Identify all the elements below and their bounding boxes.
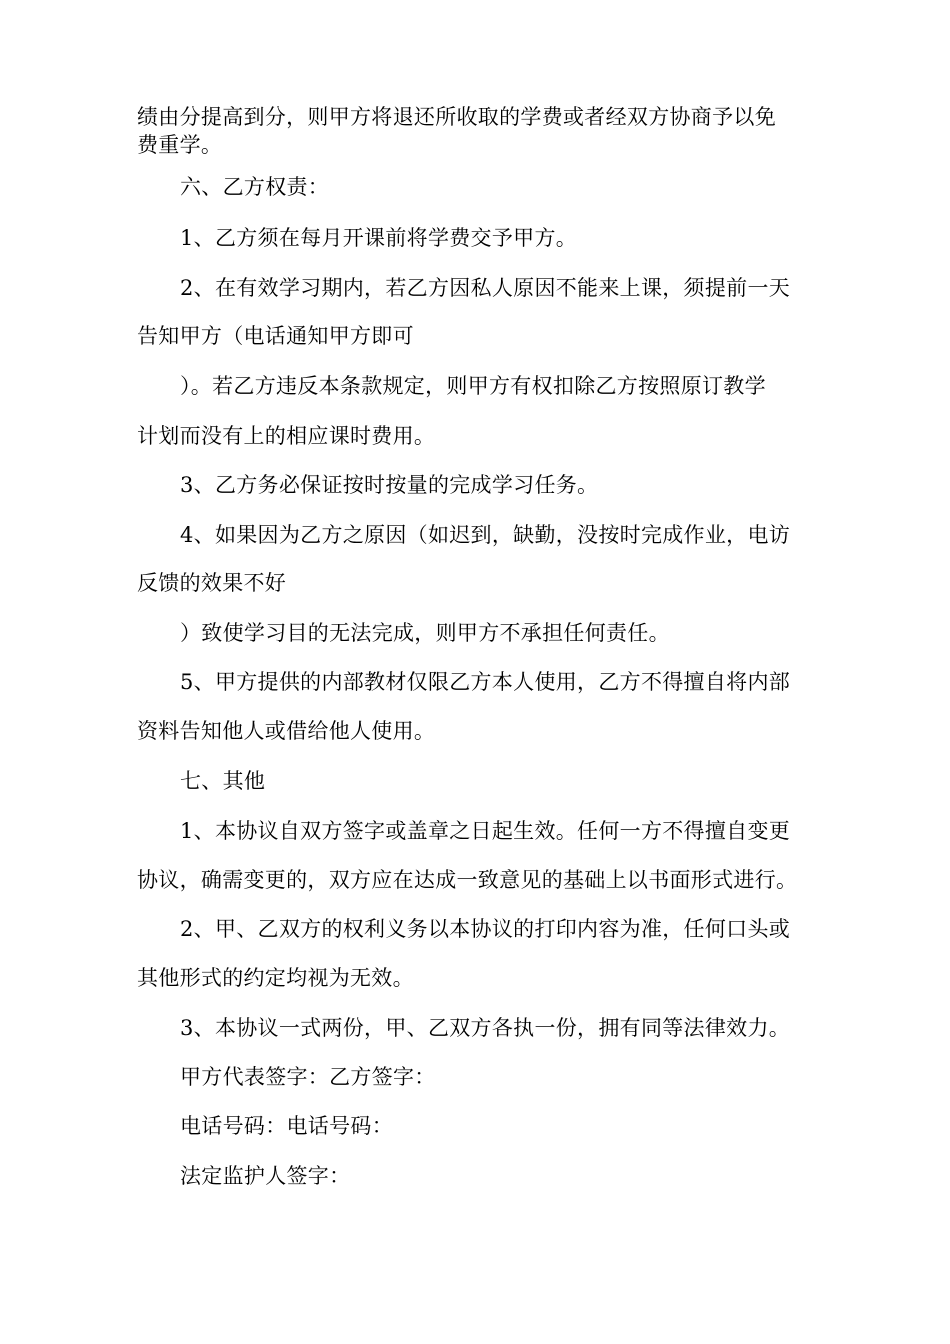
clause-7-1: 1、本协议自双方签字或盖章之日起生效。任何一方不得擅自变更 [180, 819, 791, 843]
clause-6-1: 1、乙方须在每月开课前将学费交予甲方。 [180, 226, 578, 250]
phone-number-line: 电话号码：电话号码： [180, 1114, 393, 1138]
signature-line-parties: 甲方代表签字：乙方签字： [180, 1065, 436, 1089]
clause-6-5: 5、甲方提供的内部教材仅限乙方本人使用，乙方不得擅自将内部 [180, 670, 791, 694]
clause-7-1-cont: 协议，确需变更的，双方应在达成一致意见的基础上以书面形式进行。 [137, 868, 798, 892]
clause-6-4-cont-1: 反馈的效果不好 [137, 571, 287, 595]
clause-6-4: 4、如果因为乙方之原因（如迟到，缺勤，没按时完成作业，电访 [180, 523, 791, 547]
section-heading-7: 七、其他 [180, 769, 266, 793]
clause-6-5-cont: 资料告知他人或借给他人使用。 [137, 719, 436, 743]
clause-6-3: 3、乙方务必保证按时按量的完成学习任务。 [180, 473, 599, 497]
clause-7-3: 3、本协议一式两份，甲、乙双方各执一份，拥有同等法律效力。 [180, 1016, 791, 1040]
clause-6-2-cont-3: 计划而没有上的相应课时费用。 [137, 424, 436, 448]
clause-6-2: 2、在有效学习期内，若乙方因私人原因不能来上课，须提前一天 [180, 276, 791, 300]
clause-6-2-cont-2: ）。若乙方违反本条款规定，则甲方有权扣除乙方按照原订教学 [180, 374, 766, 398]
paragraph-line-1: 绩由分提高到分，则甲方将退还所收取的学费或者经双方协商予以免 [137, 105, 776, 129]
section-heading-6: 六、乙方权责： [180, 175, 330, 199]
clause-6-2-cont-1: 告知甲方（电话通知甲方即可 [137, 324, 414, 348]
clause-7-2: 2、甲、乙双方的权利义务以本协议的打印内容为准，任何口头或 [180, 917, 791, 941]
paragraph-line-2: 费重学。 [137, 133, 223, 157]
guardian-signature-line: 法定监护人签字： [180, 1164, 351, 1188]
clause-6-4-cont-2: ）致使学习目的无法完成，则甲方不承担任何责任。 [180, 621, 670, 645]
clause-7-2-cont: 其他形式的约定均视为无效。 [137, 966, 414, 990]
